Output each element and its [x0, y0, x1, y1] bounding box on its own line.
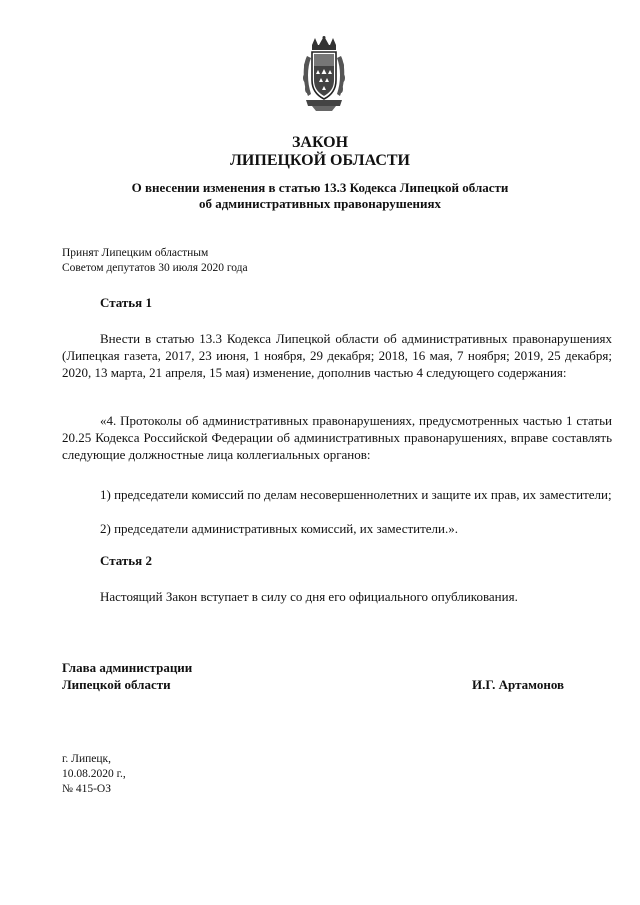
law-subject-line1: О внесении изменения в статью 13.3 Кодекса Липецкой области [131, 180, 509, 195]
footer-city: г. Липецк, [62, 753, 111, 765]
article-2-heading: Статья 2 [100, 553, 152, 568]
adoption-line2: Советом депутатов 30 июля 2020 года [62, 262, 248, 274]
law-title: ЗАКОН [291, 134, 349, 151]
signatory-position-line2: Липецкой области [62, 677, 171, 692]
footer-number: № 415-ОЗ [62, 783, 111, 795]
article-1-paragraph: Внести в статью 13.3 Кодекса Липецкой области об административных правонарушениях (Липецкая газета, 2017, 23 июня, 1 ноября, 29 декабря; 2018, 16 мая, 7 ноября; 2019, 25 декабря; 2020, 13 марта, 21 апреля, 15 мая) изменение, дополнив частью 4 следующего содержания: [62, 331, 612, 380]
article-1-heading: Статья 1 [100, 295, 152, 310]
article-1-quoted-part: «4. Протоколы об административных правонарушениях, предусмотренных частью 1 статьи 20.25 Кодекса Российской Федерации об административных правонарушениях, вправе составлять следующие должностные лица коллегиальных органов: [62, 413, 612, 462]
coat-of-arms-icon [302, 36, 346, 112]
article-2-paragraph: Настоящий Закон вступает в силу со дня его официального опубликования. [100, 589, 518, 604]
signatory-position-line1: Глава администрации [62, 660, 193, 675]
law-region: ЛИПЕЦКОЙ ОБЛАСТИ [230, 152, 410, 169]
footer-date: 10.08.2020 г., [62, 768, 126, 780]
law-subject-line2: об административных правонарушениях [198, 196, 442, 211]
adoption-line1: Принят Липецким областным [62, 247, 209, 259]
signatory-name: И.Г. Артамонов [472, 677, 565, 692]
article-1-item-1: 1) председатели комиссий по делам несовершеннолетних и защите их прав, их заместители; [100, 487, 612, 502]
article-1-item-2: 2) председатели административных комиссий, их заместители.». [100, 521, 458, 536]
